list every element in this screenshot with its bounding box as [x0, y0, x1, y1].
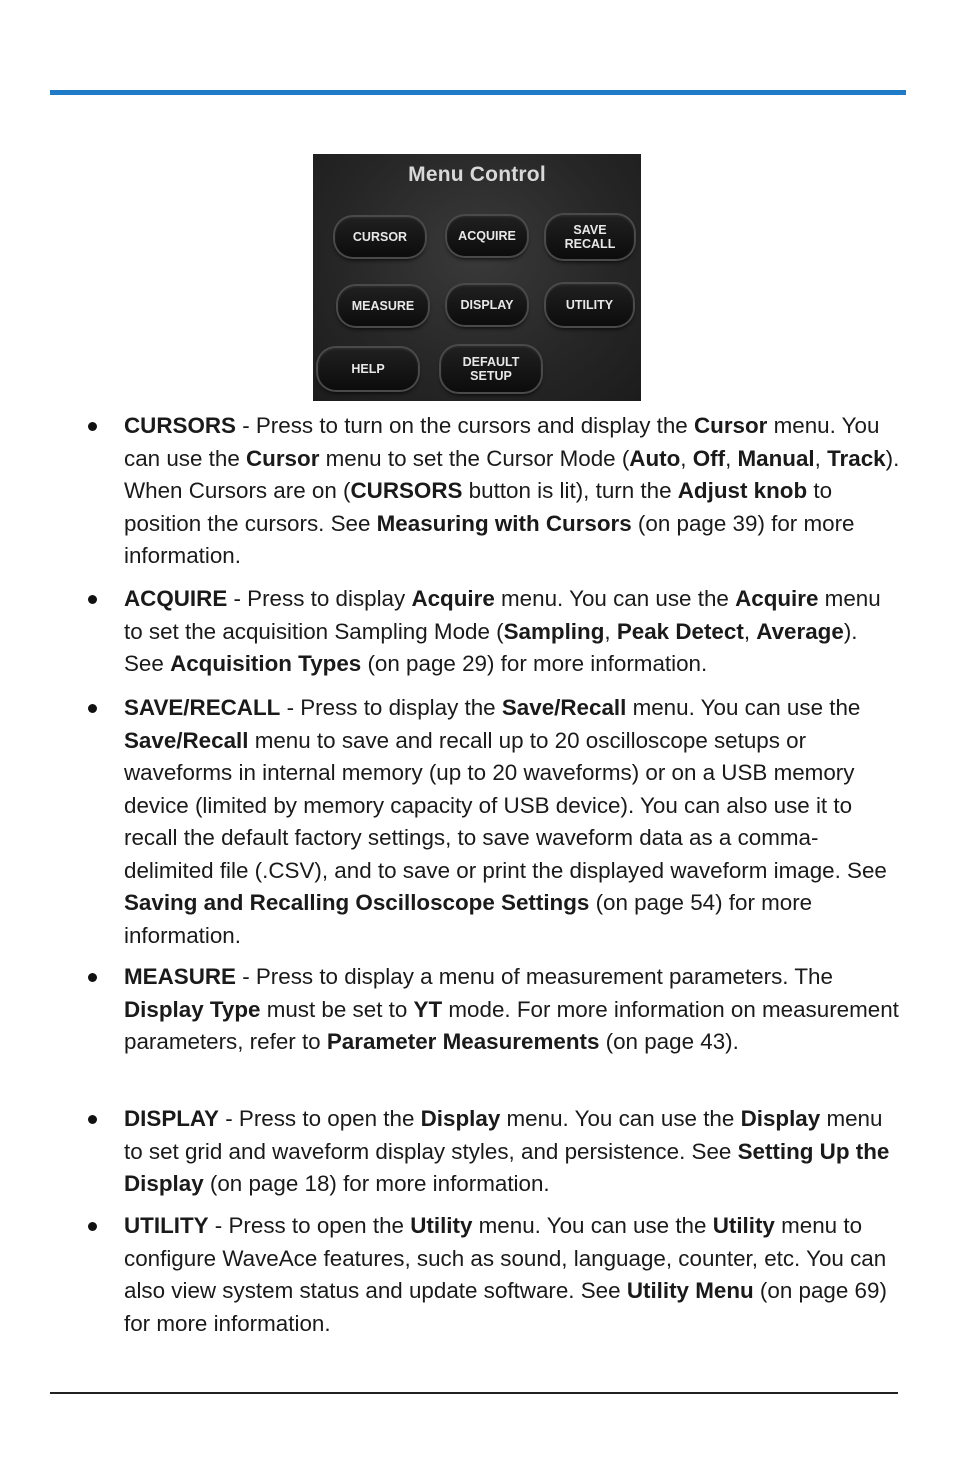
- bullet-dot: [88, 595, 97, 604]
- help-button: HELP: [318, 348, 418, 390]
- bullet-dot: [88, 704, 97, 713]
- display-button: DISPLAY: [447, 285, 527, 325]
- panel-title: Menu Control: [408, 163, 546, 186]
- cursor-button: CURSOR: [335, 217, 425, 257]
- list-item-utility: UTILITY - Press to open the Utility menu. You can use the Utility menu to configure WaveAce features, such as sound, language, counter, etc. You can also view system status and update software. See Utility Menu (on page 69) for more information.: [124, 1210, 900, 1340]
- default-setup-button: DEFAULT SETUP: [441, 346, 541, 392]
- bullet-dot: [88, 1115, 97, 1124]
- menu-control-panel-photo: [313, 154, 641, 401]
- bullet-dot: [88, 973, 97, 982]
- acquire-button: ACQUIRE: [447, 216, 527, 256]
- bullet-dot: [88, 1222, 97, 1231]
- measure-button: MEASURE: [338, 286, 428, 326]
- footer-rule: [50, 1392, 898, 1394]
- header-rule: [50, 90, 906, 95]
- list-item-save-recall: SAVE/RECALL - Press to display the Save/Recall menu. You can use the Save/Recall menu to save and recall up to 20 oscilloscope setups or waveforms in internal memory (up to 20 waveforms) or on a USB memory device (limited by memory capacity of USB device). You can also use it to recall the default factory settings, to save waveform data as a comma-delimited file (.CSV), and to save or print the displayed waveform image. See Saving and Recalling Oscilloscope Settings (on page 54) for more information.: [124, 692, 900, 952]
- list-item-display: DISPLAY - Press to open the Display menu. You can use the Display menu to set grid and waveform display styles, and persistence. See Setting Up the Display (on page 18) for more information.: [124, 1103, 900, 1201]
- save-recall-button: SAVE RECALL: [546, 215, 634, 259]
- list-item-cursors: CURSORS - Press to turn on the cursors and display the Cursor menu. You can use the Cursor menu to set the Cursor Mode (Auto, Off, Manual, Track). When Cursors are on (CURSORS button is lit), turn the Adjust knob to position the cursors. See Measuring with Cursors (on page 39) for more information.: [124, 410, 900, 573]
- list-item-measure: MEASURE - Press to display a menu of measurement parameters. The Display Type must be set to YT mode. For more information on measurement parameters, refer to Parameter Measurements (on page 43).: [124, 961, 900, 1059]
- bullet-dot: [88, 422, 97, 431]
- list-item-acquire: ACQUIRE - Press to display Acquire menu. You can use the Acquire menu to set the acquisition Sampling Mode (Sampling, Peak Detect, Average). See Acquisition Types (on page 29) for more information.: [124, 583, 900, 681]
- utility-button: UTILITY: [546, 284, 633, 326]
